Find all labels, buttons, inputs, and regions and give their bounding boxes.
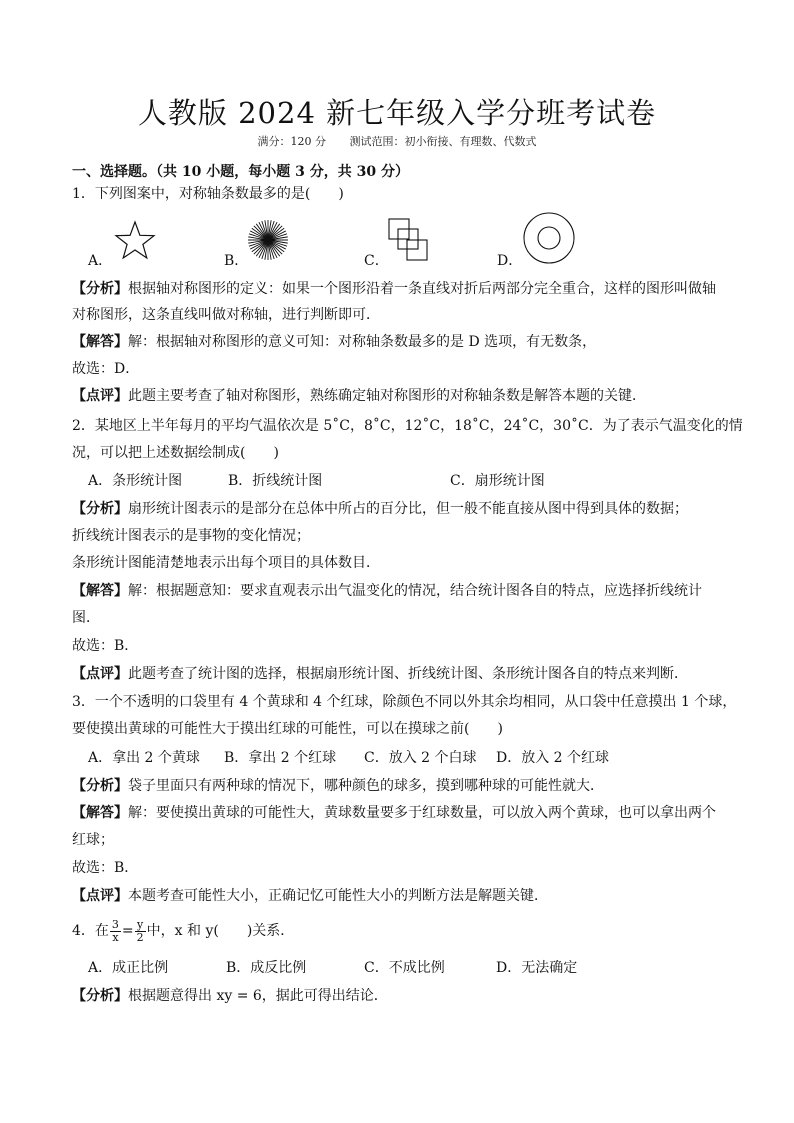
q2-analysis-line1: 【分析】扇形统计图表示的是部分在总体中所占的百分比，但一般不能直接从图中得到具体的数据；: [72, 501, 688, 517]
q4-stem: 4．在 $\frac{3}{x}$ = $\frac{y}{2}$ 中，x 和 y( )关系．: [72, 917, 295, 944]
q3-choose: 故选：B．: [72, 860, 139, 876]
analysis-tag: 【分析】: [72, 281, 128, 297]
q1-stem: 1．下列图案中，对称轴条数最多的是( ): [72, 186, 344, 202]
star-icon: [114, 220, 156, 262]
concentric-circles-icon: [521, 210, 577, 266]
q1-option-a: [88, 214, 168, 270]
q2-choose: 故选：B．: [72, 638, 139, 654]
q2-option-a: A．条形统计图: [88, 473, 183, 489]
q4-option-d: D．无法确定: [496, 960, 578, 976]
q3-option-a: A．拿出 2 个黄球: [88, 750, 200, 766]
q1-comment: 【点评】此题主要考查了轴对称图形，熟练确定轴对称图形的对称轴条数是解答本题的关键．: [72, 388, 646, 404]
solution-tag: 【解答】: [72, 583, 128, 599]
analysis-tag: 【分析】: [72, 988, 128, 1004]
q4-option-b: B．成反比例: [226, 960, 307, 976]
q2-analysis-line2: 折线统计图表示的是事物的变化情况；: [72, 528, 310, 544]
q3-comment: 【点评】本题考查可能性大小，正确记忆可能性大小的判断方法是解题关键．: [72, 888, 548, 904]
q2-options: [88, 471, 545, 491]
overlapping-squares-icon: [386, 216, 430, 264]
section-heading: 一、选择题。（共 10 小题，每小题 3 分，共 30 分）: [72, 164, 409, 180]
q3-option-b: B．拿出 2 个红球: [224, 750, 337, 766]
q2-comment: 【点评】此题考查了统计图的选择，根据扇形统计图、折线统计图、条形统计图各自的特点来判断．: [72, 666, 688, 682]
q1-option-a-label: A．: [88, 253, 113, 269]
q3-option-d: D．放入 2 个红球: [496, 750, 610, 766]
q1-option-c: [364, 214, 444, 270]
fraction-3-over-x: $\frac{3}{x}$: [111, 917, 119, 944]
comment-tag: 【点评】: [72, 888, 128, 904]
q1-analysis-line2: 对称图形，这条直线叫做对称轴，进行判断即可．: [72, 307, 380, 323]
q4-options: [88, 958, 577, 978]
q1-analysis-line1: 【分析】根据轴对称图形的定义：如果一个图形沿着一条直线对折后两部分完全重合，这样的图形叫做轴: [72, 281, 716, 297]
solution-tag: 【解答】: [72, 334, 128, 350]
q1-solution: 【解答】解：根据轴对称图形的意义可知：对称轴条数最多的是 D 选项，有无数条，: [72, 334, 597, 350]
q2-solution-line1: 【解答】解：根据题意知：要求直观表示出气温变化的情况，结合统计图各自的特点，应选择折线统计: [72, 583, 702, 599]
q3-options: [88, 748, 609, 768]
full-score: 满分：120 分: [257, 135, 326, 148]
q1-option-d: [497, 214, 577, 270]
q3-option-c: C．放入 2 个白球: [364, 750, 477, 766]
q1-option-c-label: C．: [364, 253, 389, 269]
q1-choose: 故选：D．: [72, 361, 140, 377]
exam-subtitle: [0, 135, 794, 149]
q3-analysis: 【分析】袋子里面只有两种球的情况下，哪种颜色的球多，摸到哪种球的可能性就大．: [72, 778, 604, 794]
q2-solution-line2: 图．: [72, 610, 100, 626]
q3-solution-line2: 红球；: [72, 832, 114, 848]
page-title: 人教版 2024 新七年级入学分班考试卷: [137, 96, 657, 130]
q1-option-b: [224, 214, 304, 270]
q4-option-a: A．成正比例: [88, 960, 169, 976]
q4-option-c: C．不成比例: [364, 960, 445, 976]
q2-stem-line2: 况，可以把上述数据绘制成( ): [72, 445, 279, 461]
q2-option-b: B．折线统计图: [228, 473, 323, 489]
q3-stem-line2: 要使摸出黄球的可能性大于摸出红球的可能性，可以在摸球之前( ): [72, 721, 503, 737]
comment-tag: 【点评】: [72, 666, 128, 682]
comment-tag: 【点评】: [72, 388, 128, 404]
q1-option-d-label: D．: [497, 253, 523, 269]
q4-analysis: 【分析】根据题意得出 xy = 6，据此可得出结论．: [72, 988, 388, 1004]
q1-option-b-label: B．: [224, 253, 249, 269]
fraction-y-over-2: $\frac{y}{2}$: [136, 917, 144, 944]
q2-analysis-line3: 条形统计图能清楚地表示出每个项目的具体数目．: [72, 555, 380, 571]
q3-stem-line1: 3．一个不透明的口袋里有 4 个黄球和 4 个红球，除颜色不同以外其余均相同，从口袋中任意摸出 1 个球，: [72, 694, 737, 710]
test-scope: 测试范围：初小衔接、有理数、代数式: [349, 135, 537, 148]
solution-tag: 【解答】: [72, 805, 128, 821]
analysis-tag: 【分析】: [72, 501, 128, 517]
q2-option-c: C．扇形统计图: [450, 473, 545, 489]
q2-stem-line1: 2．某地区上半年每月的平均气温依次是 5˚C，8˚C，12˚C，18˚C，24˚C，30˚C．为了表示气温变化的情: [72, 418, 743, 434]
sunburst-icon: [246, 218, 290, 262]
analysis-tag: 【分析】: [72, 778, 128, 794]
q3-solution-line1: 【解答】解：要使摸出黄球的可能性大，黄球数量要多于红球数量，可以放入两个黄球，也可以拿出两个: [72, 805, 716, 821]
